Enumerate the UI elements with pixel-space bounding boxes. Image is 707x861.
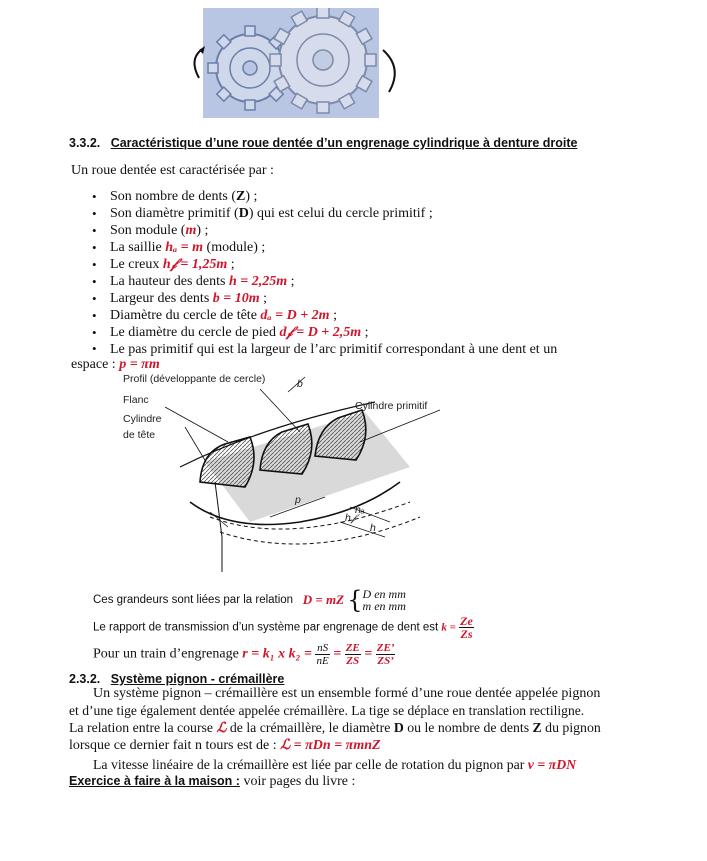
section-number: 3.3.2.: [69, 136, 101, 150]
relation-line-1: Ces grandeurs sont liées par la relation D = mZ { D en mm m en mm: [93, 586, 406, 614]
paragraph-line: lorsque ce dernier fait n tours est de : ℒ = πDn = πmnZ: [69, 738, 381, 753]
list-item: • La hauteur des dents h = 2,25m ;: [92, 273, 433, 290]
paragraph-line: Un système pignon – crémaillère est un ensemble formé d’une roue dentée appelée pignon: [93, 686, 601, 701]
section-title: Caractéristique d’une roue dentée d’un engrenage cylindrique à denture droite: [110, 136, 578, 150]
section-heading-2: [69, 672, 284, 686]
list-item: • Son diamètre primitif (D) qui est celui du cercle primitif ;: [92, 205, 433, 222]
relation-line-3: Pour un train d’engrenage r = k₁ x k₂ = $\frac{nS}{nE}$ = $\frac{ZE}{ZS}$ = $\frac{ZE’}{ZS’}$: [93, 642, 395, 667]
label-ha: hₐ: [355, 504, 365, 516]
label-flanc: Flanc: [123, 394, 149, 406]
label-h: h: [370, 522, 376, 534]
gear-illustration: [185, 8, 405, 118]
label-de-tete: de tête: [123, 429, 156, 441]
label-cylindre: Cylindre: [123, 413, 162, 425]
list-item: • Le diamètre du cercle de pied d𝒻 = D + 2,5m ;: [92, 324, 433, 341]
list-item: • Son nombre de dents (Z) ;: [92, 188, 433, 205]
relation-line-2: Le rapport de transmission d’un système par engrenage de dent est k = $\frac{Ze}{Zs}$: [93, 614, 473, 641]
paragraph-line: et d’une tige également dentée appelée crémaillère. La tige se déplace en translation rectiligne.: [69, 703, 585, 718]
gear-tooth-diagram: [110, 372, 470, 572]
list-item: • Largeur des dents b = 10m ;: [92, 290, 433, 307]
section-heading-1: [69, 136, 577, 150]
list-item: • La saillie hₐ = m (module) ;: [92, 239, 433, 256]
paragraph-line: La vitesse linéaire de la crémaillère est liée par celle de rotation du pignon par v = πDN: [93, 757, 577, 772]
ratio-denominator: Zs: [460, 627, 473, 641]
gears-icon: [185, 8, 405, 118]
label-b: b: [297, 378, 303, 390]
list-item: • Diamètre du cercle de tête dₐ = D + 2m ;: [92, 307, 433, 324]
label-hf: h𝒻: [345, 512, 356, 524]
section-title: Système pignon - crémaillère: [110, 672, 285, 686]
section-number: 2.3.2.: [69, 672, 101, 686]
pitch-line-2: espace : p = πm: [71, 357, 160, 372]
list-item: • Son module (m) ;: [92, 222, 433, 239]
paragraph-line: La relation entre la course ℒ de la crémaillère, le diamètre D ou le nombre de dents Z du pignon: [69, 720, 601, 735]
characteristics-list: [92, 188, 433, 341]
intro-text: Un roue dentée est caractérisée par :: [71, 163, 274, 178]
label-p: p: [295, 494, 301, 506]
label-cylindre-primitif: Cylindre primitif: [355, 400, 428, 412]
label-profil: Profil (développante de cercle): [123, 373, 266, 385]
pitch-line-1: • Le pas primitif qui est la largeur de l’arc primitif correspondant à une dent et un: [92, 341, 558, 357]
unit-d: D en mm: [362, 587, 406, 601]
list-item: • Le creux h𝒻 = 1,25m ;: [92, 256, 433, 273]
exercise-line: Exercice à faire à la maison : voir pages du livre :: [69, 774, 356, 789]
ratio-numerator: Ze: [460, 614, 473, 628]
unit-m: m en mm: [362, 599, 406, 613]
